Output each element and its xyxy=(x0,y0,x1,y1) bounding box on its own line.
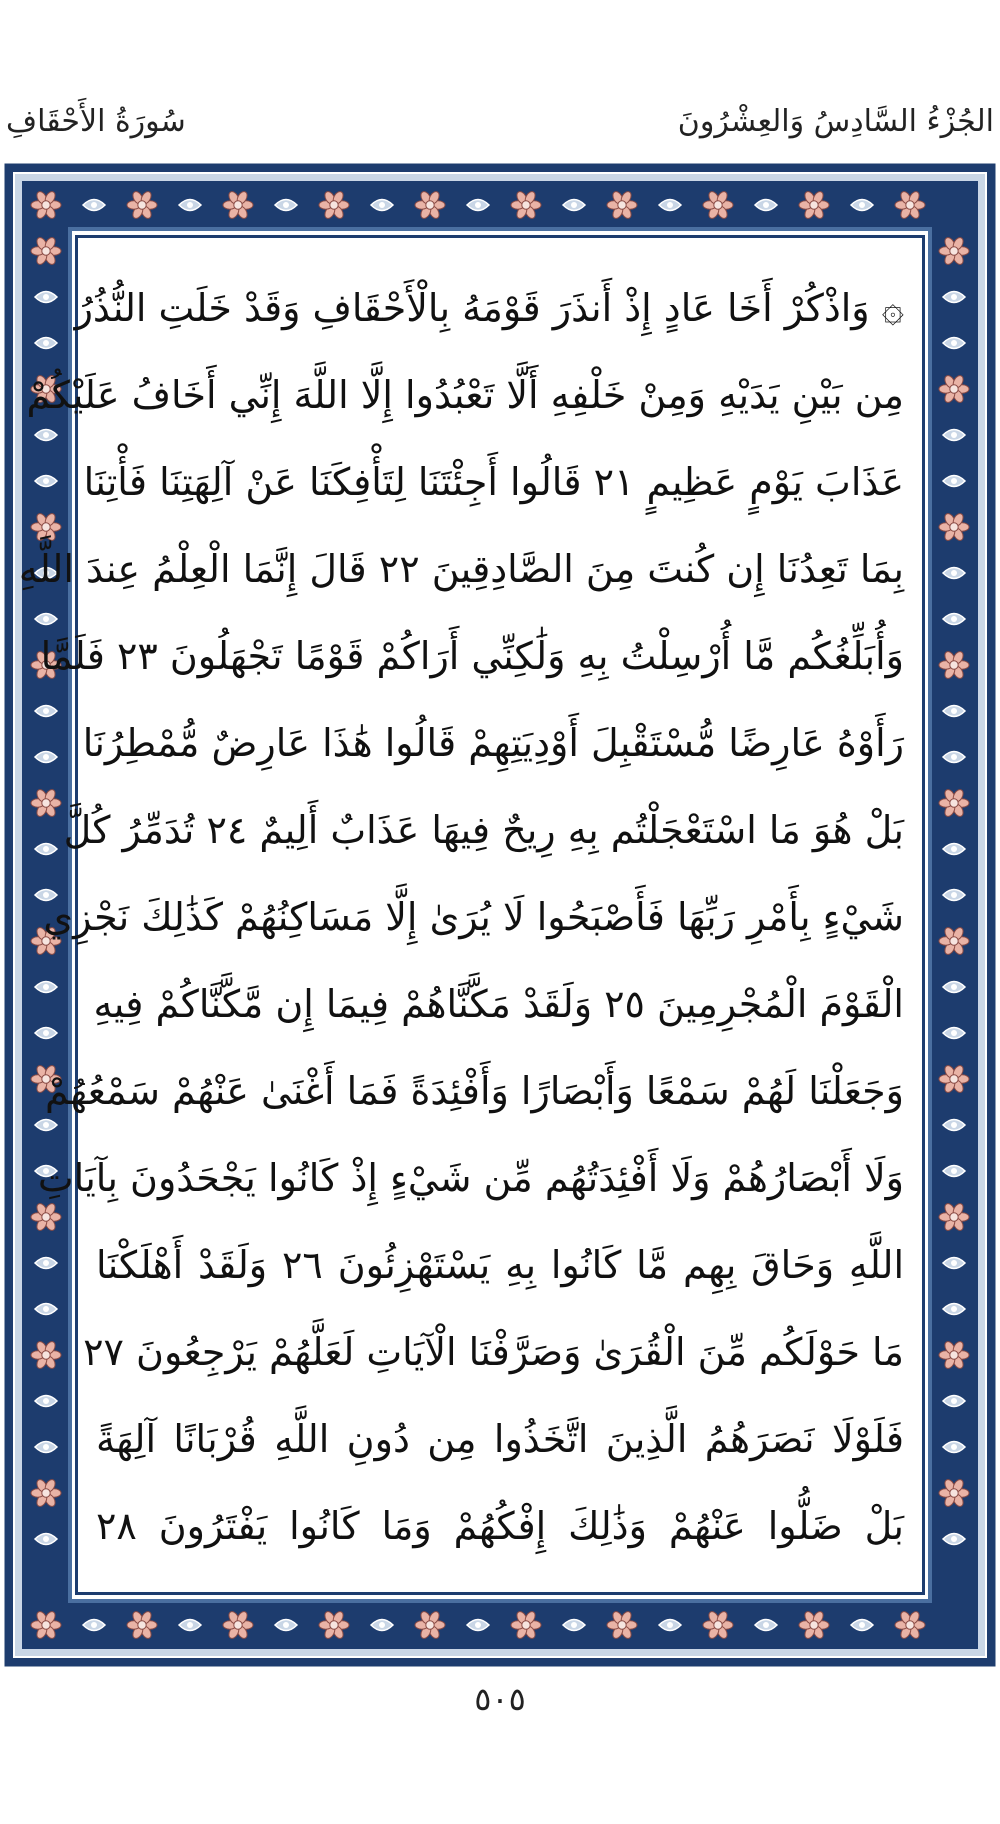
surah-title: سُورَةُ الأَحْقَافِ xyxy=(6,104,186,139)
text-line xyxy=(78,1394,922,1484)
text-line xyxy=(78,1307,922,1397)
text-line xyxy=(78,698,922,788)
page-number: ٥٠٥ xyxy=(474,1680,526,1718)
text-segment: مِن بَيْنِ يَدَيْهِ وَمِنْ خَلْفِهِ أَلَّا تَعْبُدُوا إِلَّا اللَّهَ إِنِّي أَخَافُ عَلَيْكُمْ xyxy=(26,373,904,417)
quran-text-panel xyxy=(18,235,925,1595)
text-segment: فَلَوْلَا نَصَرَهُمُ الَّذِينَ اتَّخَذُوا مِن دُونِ اللَّهِ قُرْبَانًا آلِهَةً xyxy=(96,1417,904,1461)
text-line xyxy=(26,350,922,440)
text-line xyxy=(78,959,922,1049)
text-line xyxy=(78,1481,922,1571)
text-line xyxy=(63,785,922,875)
text-segment: بَلْ هُوَ مَا اسْتَعْجَلْتُم بِهِ رِيحٌ فِيهَا عَذَابٌ أَلِيمٌ ٢٤ تُدَمِّرُ كُلَّ xyxy=(63,808,904,852)
text-line xyxy=(43,872,922,962)
text-line xyxy=(44,1046,922,1136)
text-segment: وَأُبَلِّغُكُم مَّا أُرْسِلْتُ بِهِ وَلَٰكِنِّي أَرَاكُمْ قَوْمًا تَجْهَلُونَ ٢٣ فَلَمَّا xyxy=(40,634,904,678)
text-segment: ۞ وَاذْكُرْ أَخَا عَادٍ إِذْ أَنذَرَ قَوْمَهُ بِالْأَحْقَافِ وَقَدْ خَلَتِ النُّذُرُ xyxy=(74,286,904,330)
text-segment: رَأَوْهُ عَارِضًا مُّسْتَقْبِلَ أَوْدِيَتِهِمْ قَالُوا هَٰذَا عَارِضٌ مُّمْطِرُنَا xyxy=(82,721,904,765)
text-segment: شَيْءٍ بِأَمْرِ رَبِّهَا فَأَصْبَحُوا لَا يُرَىٰ إِلَّا مَسَاكِنُهُمْ كَذَٰلِكَ نَجْزِي xyxy=(43,895,904,939)
text-segment: عَذَابَ يَوْمٍ عَظِيمٍ ٢١ قَالُوا أَجِئْتَنَا لِتَأْفِكَنَا عَنْ آلِهَتِنَا فَأْتِنَا xyxy=(83,460,904,504)
text-line xyxy=(78,1220,922,1310)
text-segment: اللَّهِ وَحَاقَ بِهِم مَّا كَانُوا بِهِ يَسْتَهْزِئُونَ ٢٦ وَلَقَدْ أَهْلَكْنَا xyxy=(96,1243,905,1287)
juz-title: الجُزْءُ السَّادِسُ وَالعِشْرُونَ xyxy=(677,104,994,139)
text-segment: الْقَوْمَ الْمُجْرِمِينَ ٢٥ وَلَقَدْ مَكَّنَّاهُمْ فِيمَا إِن مَّكَّنَّاكُمْ فِيهِ xyxy=(93,982,904,1026)
text-line xyxy=(78,437,922,527)
text-segment: بِمَا تَعِدُنَا إِن كُنتَ مِنَ الصَّادِقِينَ ٢٢ قَالَ إِنَّمَا الْعِلْمُ عِندَ اللَّهِ xyxy=(18,547,904,591)
text-line xyxy=(40,611,922,701)
text-line xyxy=(18,524,922,614)
text-segment: وَلَا أَبْصَارُهُمْ وَلَا أَفْئِدَتُهُم مِّن شَيْءٍ إِذْ كَانُوا يَجْحَدُونَ بِآيَاتِ xyxy=(37,1156,904,1200)
text-segment: بَلْ ضَلُّوا عَنْهُمْ وَذَٰلِكَ إِفْكُهُمْ وَمَا كَانُوا يَفْتَرُونَ ٢٨ xyxy=(96,1504,904,1548)
text-line xyxy=(37,1133,922,1223)
text-segment: وَجَعَلْنَا لَهُمْ سَمْعًا وَأَبْصَارًا وَأَفْئِدَةً فَمَا أَغْنَىٰ عَنْهُمْ سَمْعُهُمْ xyxy=(44,1069,904,1113)
text-segment: مَا حَوْلَكُم مِّنَ الْقُرَىٰ وَصَرَّفْنَا الْآيَاتِ لَعَلَّهُمْ يَرْجِعُونَ ٢٧ xyxy=(83,1330,904,1374)
text-line xyxy=(74,263,922,353)
page-header xyxy=(0,0,1000,150)
